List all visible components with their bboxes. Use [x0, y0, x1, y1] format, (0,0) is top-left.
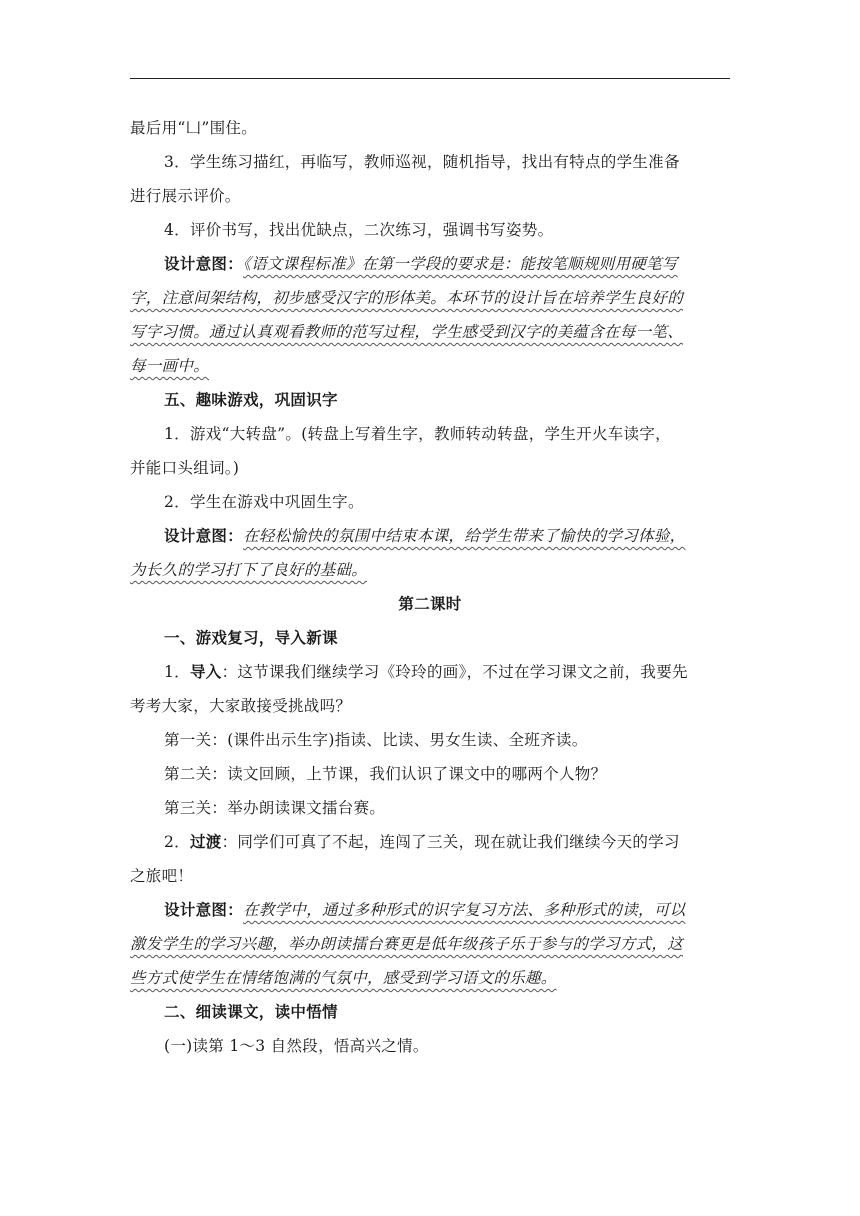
- game-step-2: 2．学生在游戏中巩固生字。: [164, 493, 364, 511]
- design-intent-text: 字，注意间架结构，初步感受汉字的形体美。本环节的设计旨在培养学生良好的: [130, 289, 684, 307]
- design-intent-text: 在轻松愉快的氛围中结束本课，给学生带来了愉快的学习体验，: [243, 527, 686, 545]
- design-intent-3-cont: [130, 967, 730, 989]
- step-3: 3．学生练习描红，再临写，教师巡视，随机指导，找出有特点的学生准备: [164, 153, 680, 171]
- game-step-1: 1．游戏“大转盘”。(转盘上写着生字，教师转动转盘，学生开火车读字，: [164, 425, 671, 443]
- design-intent-1-cont: [130, 287, 730, 309]
- section-heading-1: 一、游戏复习，导入新课: [164, 629, 338, 647]
- step-number: 1．: [164, 663, 190, 681]
- design-intent-3-cont: [130, 933, 730, 955]
- design-intent-text: 些方式使学生在情绪饱满的气氛中，感受到学习语文的乐趣。: [130, 969, 557, 987]
- paragraph-line: 最后用“凵”围住。: [130, 119, 258, 137]
- design-intent-label: 设计意图：: [164, 901, 244, 919]
- design-intent-text: 《语文课程标准》在第一学段的要求是：能按笔顺规则用硬笔写: [243, 255, 678, 273]
- level-3: 第三关：举办朗读课文擂台赛。: [164, 799, 386, 817]
- step-text: ：同学们可真了不起，连闯了三关，现在就让我们继续今天的学习: [221, 833, 680, 851]
- design-intent-text: 激发学生的学习兴趣，举办朗读擂台赛更是低年级孩子乐于参与的学习方式，这: [130, 935, 684, 953]
- design-intent-1-cont: [130, 321, 730, 343]
- design-intent-2: [164, 525, 730, 547]
- design-intent-text: 在教学中，通过多种形式的识字复习方法、多种形式的读，可以: [243, 901, 686, 919]
- lesson-title: 第二课时: [398, 595, 462, 613]
- paragraph-line: 之旅吧！: [130, 867, 194, 885]
- step-4: 4．评价书写，找出优缺点，二次练习，强调书写姿势。: [164, 221, 554, 239]
- step-lead: 过渡: [189, 833, 222, 851]
- section-heading-2: 二、细读课文，读中悟情: [164, 1003, 338, 1021]
- design-intent-text: 为长久的学习打下了良好的基础。: [130, 561, 368, 579]
- sub-heading: (一)读第 1～3 自然段，悟高兴之情。: [164, 1037, 429, 1055]
- design-intent-3: [164, 899, 730, 921]
- transition-step: [164, 831, 730, 853]
- paragraph-line: 考考大家，大家敢接受挑战吗？: [130, 697, 352, 715]
- step-lead: 导入: [189, 663, 222, 681]
- intro-step: [164, 661, 730, 683]
- design-intent-label: 设计意图：: [164, 527, 244, 545]
- paragraph-line: 进行展示评价。: [130, 187, 241, 205]
- level-1: 第一关：(课件出示生字)指读、比读、男女生读、全班齐读。: [164, 731, 588, 749]
- paragraph-line: 并能口头组词。): [130, 459, 240, 477]
- design-intent-text: 每一画中。: [130, 357, 210, 375]
- level-2: 第二关：读文回顾，上节课，我们认识了课文中的哪两个人物？: [164, 765, 607, 783]
- design-intent-2-cont: [130, 559, 730, 581]
- step-number: 2．: [164, 833, 190, 851]
- design-intent-1: [164, 253, 730, 275]
- design-intent-label: 设计意图：: [164, 255, 244, 273]
- section-heading-5: 五、趣味游戏，巩固识字: [164, 391, 338, 409]
- design-intent-1-cont: [130, 355, 730, 377]
- header-rule: [130, 78, 730, 79]
- step-text: ：这节课我们继续学习《玲玲的画》，不过在学习课文之前，我要先: [221, 663, 688, 681]
- design-intent-text: 写字习惯。通过认真观看教师的范写过程，学生感受到汉字的美蕴含在每一笔、: [130, 323, 684, 341]
